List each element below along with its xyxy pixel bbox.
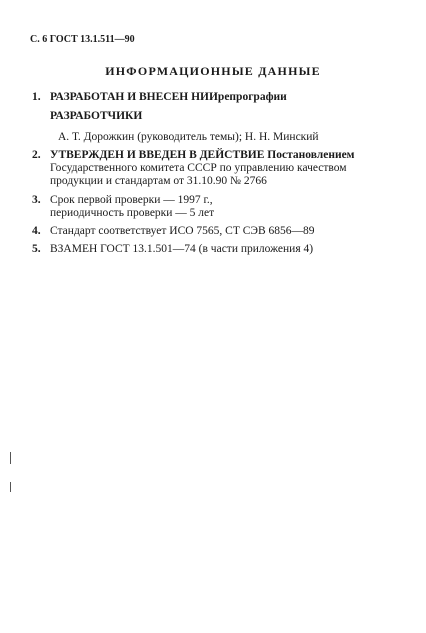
item-number-1: 1. xyxy=(32,91,41,103)
developers-heading: РАЗРАБОТЧИКИ xyxy=(50,110,143,122)
item-2-line-1 xyxy=(50,149,355,161)
scan-margin-mark xyxy=(10,452,11,464)
item-number-3: 3. xyxy=(32,194,41,206)
item-number-2: 2. xyxy=(32,149,41,161)
scan-margin-mark xyxy=(10,482,11,492)
developers-names: А. Т. Дорожкин (руководитель темы); Н. Н. Минский xyxy=(58,131,319,143)
item-1-developed: РАЗРАБОТАН И ВНЕСЕН НИИрепрографии xyxy=(50,91,287,103)
item-number-5: 5. xyxy=(32,243,41,255)
item-number-4: 4. xyxy=(32,225,41,237)
section-title: ИНФОРМАЦИОННЫЕ ДАННЫЕ xyxy=(105,64,321,78)
item-3-line-1: Срок первой проверки — 1997 г., xyxy=(50,194,213,206)
item-3-line-2: периодичность проверки — 5 лет xyxy=(50,207,215,219)
page-header: С. 6 ГОСТ 13.1.511—90 xyxy=(30,34,135,45)
item-5-line-1: ВЗАМЕН ГОСТ 13.1.501—74 (в части приложения 4) xyxy=(50,243,314,255)
item-2-lead: УТВЕРЖДЕН И ВВЕДЕН В ДЕЙСТВИЕ Постановлением xyxy=(50,149,355,161)
item-2-line-2: Государственного комитета СССР по управлению качеством xyxy=(50,162,347,174)
item-2-line-3: продукции и стандартам от 31.10.90 № 2766 xyxy=(50,175,267,187)
item-4-line-1: Стандарт соответствует ИСО 7565, СТ СЭВ 6856—89 xyxy=(50,225,315,237)
